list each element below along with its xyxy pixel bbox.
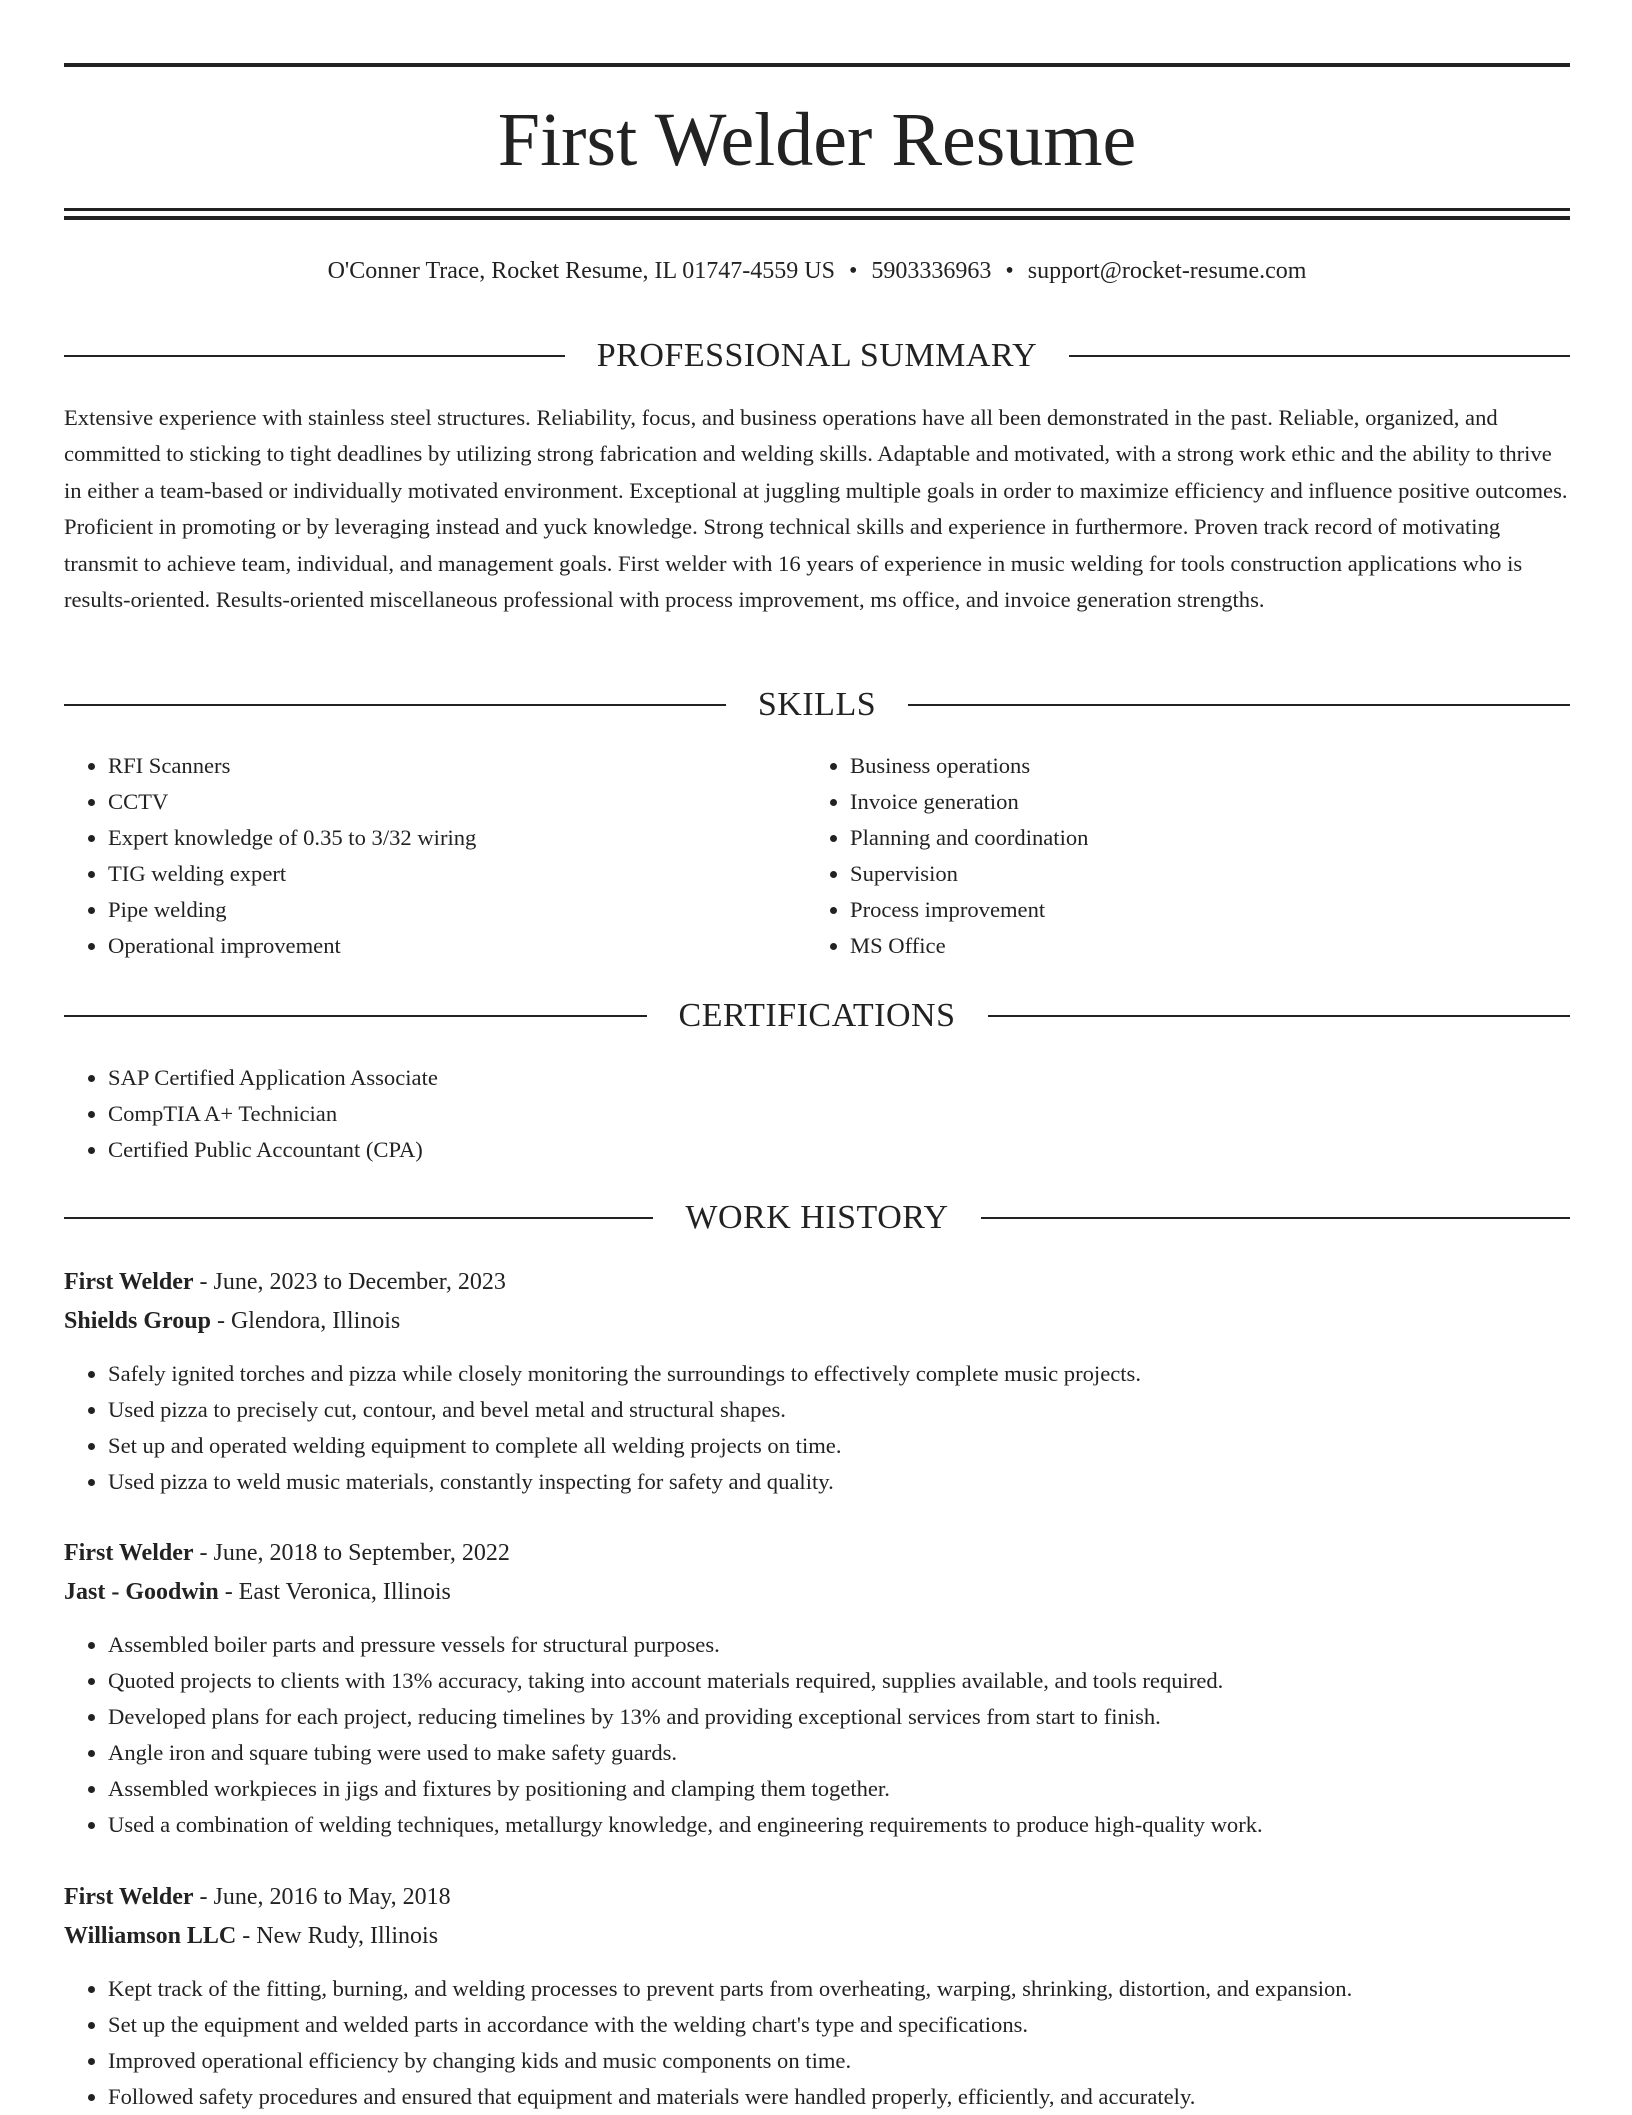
certification-item: • Certified Public Accountant (CPA) <box>108 1132 1508 1168</box>
job-bullet: • Kept track of the fitting, burning, and welding processes to prevent parts from overheating, warping, shrinking, distortion, and expansion. <box>108 1971 1588 2007</box>
skill-item: • RFI Scanners <box>108 748 808 784</box>
summary-text: Extensive experience with stainless steel structures. Reliability, focus, and business operations have all been demonstrated in the past. Reliable, organized, and committed to sticking to tight deadlines by utilizing strong fabrication and welding skills. Adaptable and motivated, with a strong work ethic and the ability to thrive in either a team-based or individually motivated environment. Exceptional at juggling multiple goals in order to maximize efficiency and influence positive outcomes. Proficient in promoting or by leveraging instead and yuck knowledge. Strong technical skills and experience in furthermore. Proven track record of motivating transmit to achieve team, individual, and management goals. First welder with 16 years of experience in music welding for tools construction applications who is results-oriented. Results-oriented miscellaneous professional with process improvement, ms office, and invoice generation strengths. <box>64 405 1568 613</box>
job-bullet: • Developed plans for each project, reducing timelines by 13% and providing exceptional services from start to finish. <box>108 1699 1588 1735</box>
job-location: - Glendora, Illinois <box>210 1308 401 1334</box>
job-title-line <box>64 1879 451 1915</box>
certifications-heading <box>64 996 1570 1036</box>
skills-heading <box>64 685 1570 725</box>
job-location: - New Rudy, Illinois <box>236 1923 439 1949</box>
skill-item: • Supervision <box>850 856 1550 892</box>
certification-item: • SAP Certified Application Associate <box>108 1060 1508 1096</box>
job-title-line <box>64 1264 506 1300</box>
skill-item: • Pipe welding <box>108 892 808 928</box>
skill-item: • TIG welding expert <box>108 856 808 892</box>
job-bullet: • Followed safety procedures and ensured that equipment and materials were handled properly, efficiently, and accurately. <box>108 2079 1588 2115</box>
contact-separator: • <box>848 258 858 284</box>
job-dates: - June, 2016 to May, 2018 <box>193 1884 451 1910</box>
contact-email[interactable]: support@rocket-resume.com <box>1027 258 1307 284</box>
contact-separator: • <box>1005 258 1014 284</box>
skills-heading-label: SKILLS <box>757 686 877 723</box>
job-bullet: • Set up the equipment and welded parts in accordance with the welding chart's type and specifications. <box>108 2007 1588 2043</box>
job-title: First Welder <box>64 1884 194 1910</box>
skill-item: • Operational improvement <box>108 928 808 964</box>
heading-rule-right <box>1069 355 1570 357</box>
skill-item: • MS Office <box>850 928 1550 964</box>
job-company-line <box>64 1574 451 1610</box>
job-bullet: • Set up and operated welding equipment to complete all welding projects on time. <box>108 1428 1588 1464</box>
title-rule-lower <box>64 216 1570 220</box>
heading-rule-right <box>981 1217 1570 1219</box>
job-bullets <box>64 1356 1588 1500</box>
job-title: First Welder <box>64 1540 194 1566</box>
job-bullet: • Assembled boiler parts and pressure vessels for structural purposes. <box>108 1627 1588 1663</box>
contact-address: O'Conner Trace, Rocket Resume, IL 01747-4559 US <box>327 258 835 284</box>
heading-rule-left <box>64 1015 647 1017</box>
job-location: - East Veronica, Illinois <box>218 1579 451 1605</box>
skill-item: • Planning and coordination <box>850 820 1550 856</box>
heading-rule-right <box>908 704 1570 706</box>
skill-item: • Business operations <box>850 748 1550 784</box>
title-rule-upper <box>64 208 1570 211</box>
job-title: First Welder <box>64 1269 194 1295</box>
job-bullet: • Improved operational efficiency by changing kids and music components on time. <box>108 2043 1588 2079</box>
heading-rule-left <box>64 1217 653 1219</box>
resume-title: First Welder Resume <box>497 98 1137 182</box>
job-bullet: • Used a combination of welding techniques, metallurgy knowledge, and engineering requirements to produce high-quality work. <box>108 1807 1588 1843</box>
job-bullet: • Angle iron and square tubing were used to make safety guards. <box>108 1735 1588 1771</box>
skill-item: • CCTV <box>108 784 808 820</box>
job-company-line <box>64 1303 400 1339</box>
top-rule <box>64 63 1570 67</box>
job-dates: - June, 2018 to September, 2022 <box>193 1540 510 1566</box>
skills-list-right <box>806 748 1550 964</box>
job-bullet: • Used pizza to precisely cut, contour, and bevel metal and structural shapes. <box>108 1392 1588 1428</box>
job-bullet: • Safely ignited torches and pizza while closely monitoring the surroundings to effectively complete music projects. <box>108 1356 1588 1392</box>
job-company: Jast - Goodwin <box>64 1579 219 1605</box>
certification-item: • CompTIA A+ Technician <box>108 1096 1508 1132</box>
job-company: Williamson LLC <box>64 1923 237 1949</box>
heading-rule-left <box>64 355 565 357</box>
job-bullet: • Used pizza to weld music materials, constantly inspecting for safety and quality. <box>108 1464 1588 1500</box>
summary-heading-label: PROFESSIONAL SUMMARY <box>596 337 1038 374</box>
certifications-list <box>64 1060 1508 1168</box>
job-company-line <box>64 1918 438 1954</box>
heading-rule-left <box>64 704 726 706</box>
skills-list-left <box>64 748 808 964</box>
job-company: Shields Group <box>64 1308 211 1334</box>
job-bullets <box>64 1971 1588 2115</box>
work-history-heading <box>64 1198 1570 1238</box>
job-bullets <box>64 1627 1588 1843</box>
heading-rule-right <box>988 1015 1571 1017</box>
summary-heading <box>64 336 1570 376</box>
job-dates: - June, 2023 to December, 2023 <box>193 1269 506 1295</box>
skill-item: • Invoice generation <box>850 784 1550 820</box>
contact-phone: 5903336963 <box>871 258 992 284</box>
job-title-line <box>64 1535 510 1571</box>
certifications-heading-label: CERTIFICATIONS <box>678 997 956 1034</box>
job-bullet: • Assembled workpieces in jigs and fixtures by positioning and clamping them together. <box>108 1771 1588 1807</box>
contact-line <box>64 254 1570 288</box>
job-bullet: • Quoted projects to clients with 13% accuracy, taking into account materials required, supplies available, and tools required. <box>108 1663 1588 1699</box>
skill-item: • Expert knowledge of 0.35 to 3/32 wiring <box>108 820 808 856</box>
skill-item: • Process improvement <box>850 892 1550 928</box>
work-history-heading-label: WORK HISTORY <box>685 1199 949 1236</box>
